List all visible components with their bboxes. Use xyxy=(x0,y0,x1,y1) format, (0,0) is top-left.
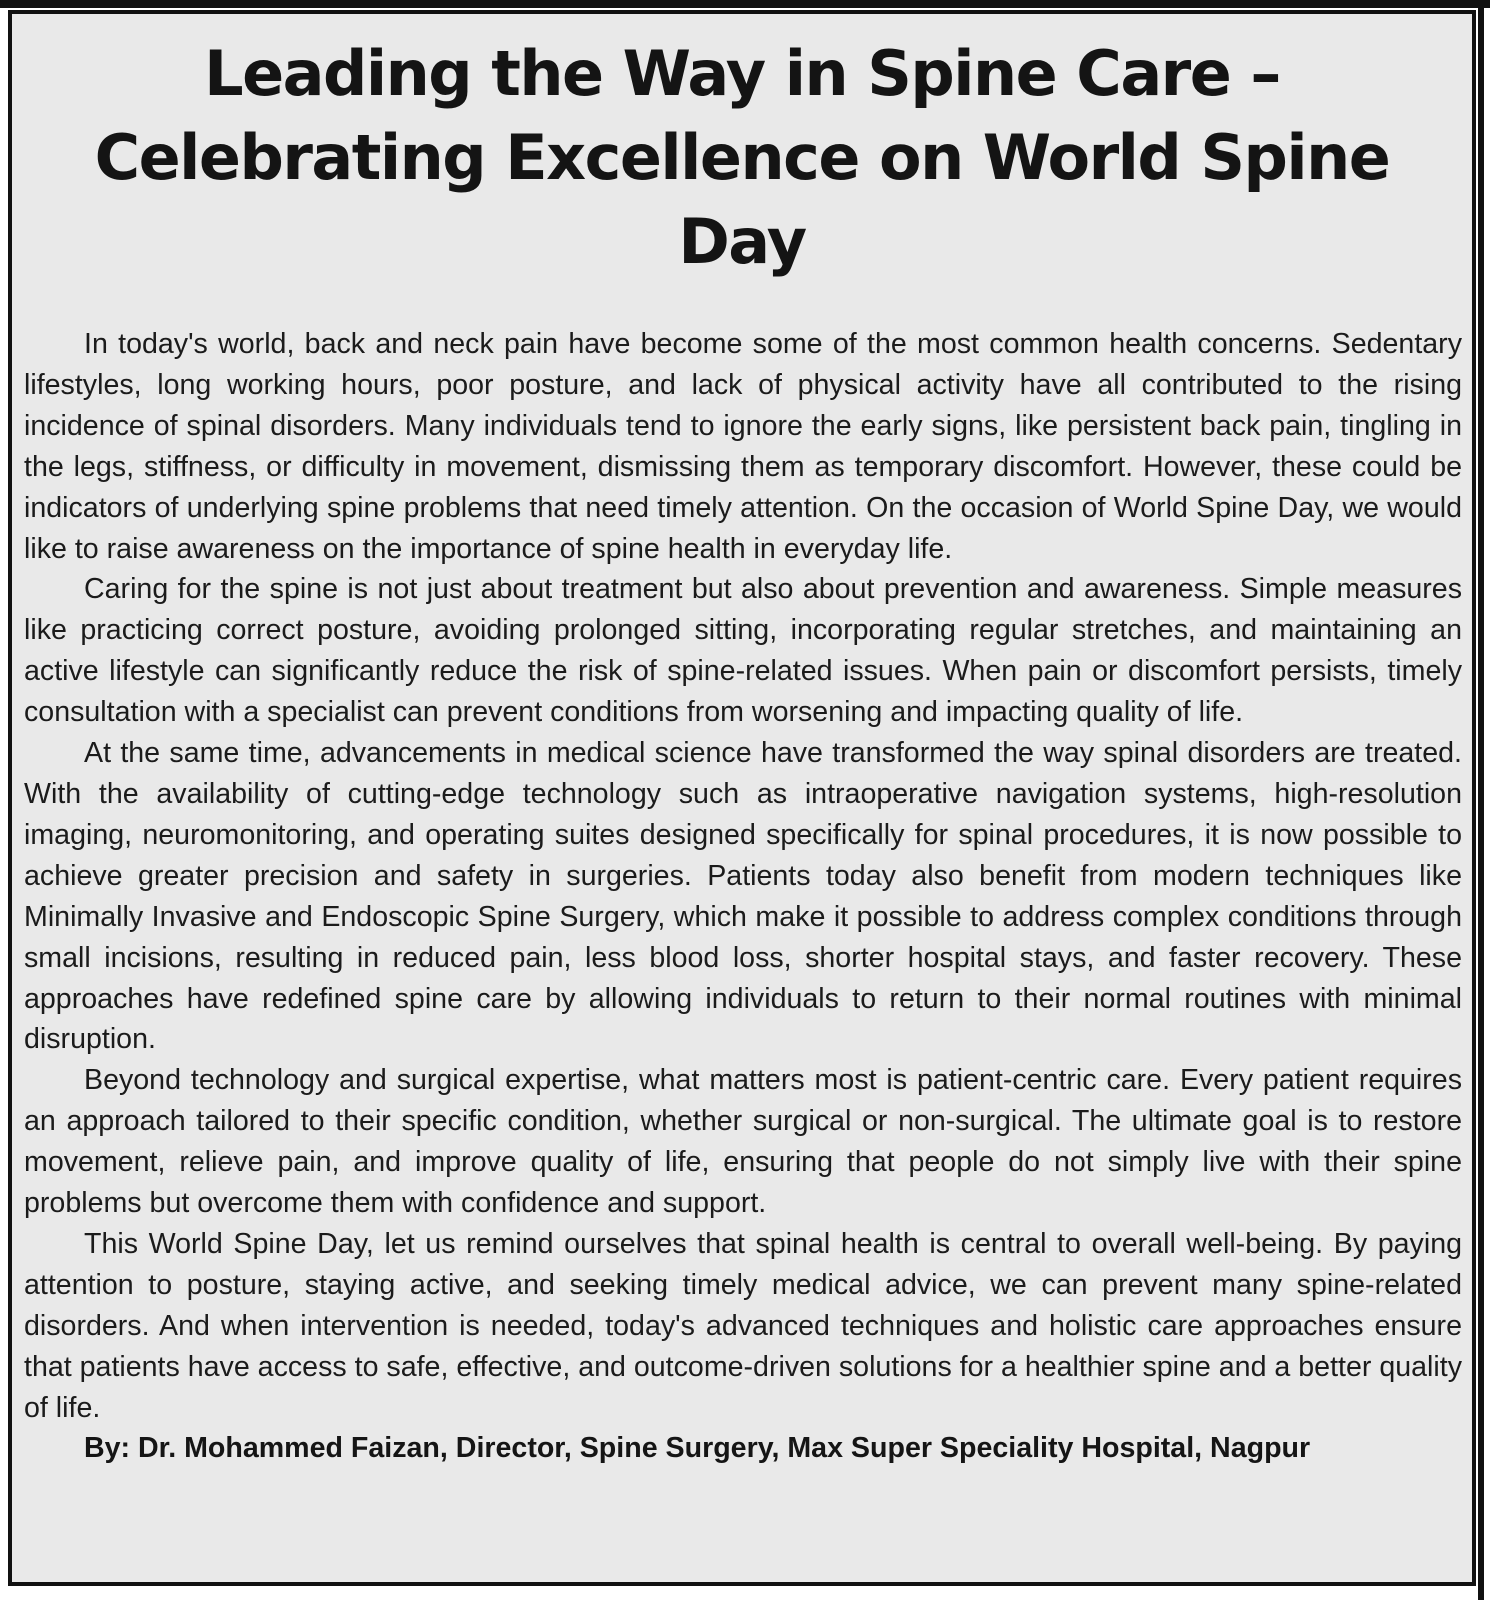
right-border-line xyxy=(1478,0,1484,1600)
article-paragraph: Beyond technology and surgical expertise, what matters most is patient-centric care. Every patient requires an approach tailored to their specific condition, whether surgical or non-surgical. The ultimate goal is to restore movement, relieve pain, and improve quality of life, ensuring that people do not simply live with their spine problems but overcome them with confidence and support. xyxy=(24,1064,1462,1220)
article-frame xyxy=(8,10,1476,1586)
article-byline: By: Dr. Mohammed Faizan, Director, Spine Surgery, Max Super Speciality Hospital, Nagpur xyxy=(84,1432,1311,1465)
article-paragraph: In today's world, back and neck pain have become some of the most common health concerns. Sedentary lifestyles, long working hours, poor posture, and lack of physical activity have all contributed to the rising incidence of spinal disorders. Many individuals tend to ignore the early signs, like persistent back pain, tingling in the legs, stiffness, or difficulty in movement, dismissing them as temporary discomfort. However, these could be indicators of underlying spine problems that need timely attention. On the occasion of World Spine Day, we would like to raise awareness on the importance of spine health in everyday life. xyxy=(24,328,1462,565)
article-body xyxy=(24,324,1462,1469)
top-border-line xyxy=(0,0,1490,8)
article-paragraph: This World Spine Day, let us remind ourselves that spinal health is central to overall well-being. By paying attention to posture, staying active, and seeking timely medical advice, we can prevent many spine-related disorders. And when intervention is needed, today's advanced techniques and holistic care approaches ensure that patients have access to safe, effective, and outcome-driven solutions for a healthier spine and a better quality of life. xyxy=(24,1227,1462,1424)
article-paragraph: Caring for the spine is not just about treatment but also about prevention and awareness. Simple measures like practicing correct posture, avoiding prolonged sitting, incorporating regular stretches, and maintaining an active lifestyle can significantly reduce the risk of spine-related issues. When pain or discomfort persists, timely consultation with a specialist can prevent conditions from worsening and impacting quality of life. xyxy=(24,573,1462,729)
article-headline: Leading the Way in Spine Care – Celebrating Excellence on World Spine Day xyxy=(94,37,1390,278)
article-paragraph: At the same time, advancements in medical science have transformed the way spinal disorders are treated. With the availability of cutting-edge technology such as intraoperative navigation systems, high-resolution imaging, neuromonitoring, and operating suites designed specifically for spinal procedures, it is now possible to achieve greater precision and safety in surgeries. Patients today also benefit from modern techniques like Minimally Invasive and Endoscopic Spine Surgery, which make it possible to address complex conditions through small incisions, resulting in reduced pain, less blood loss, shorter hospital stays, and faster recovery. These approaches have redefined spine care by allowing individuals to return to their normal routines with minimal disruption. xyxy=(24,737,1462,1056)
